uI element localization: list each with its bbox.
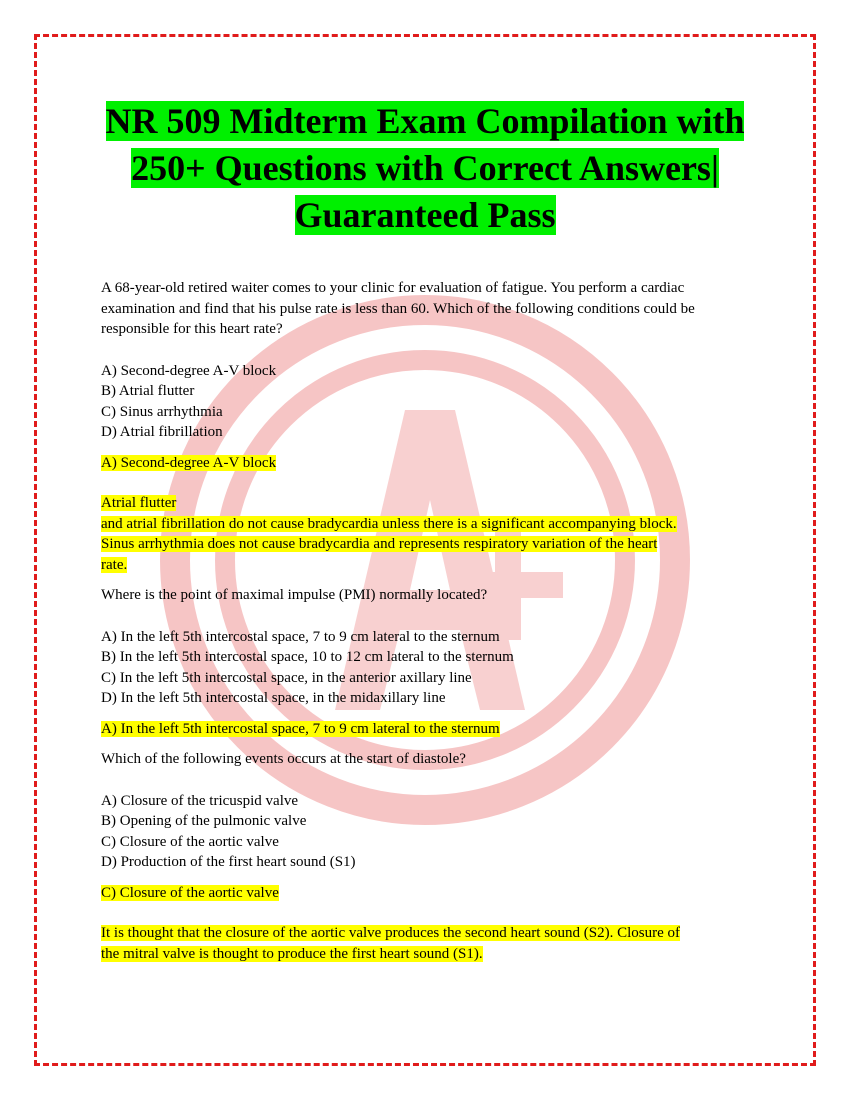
question-3-option: B) Opening of the pulmonic valve [101, 813, 307, 829]
question-1-stem: A 68-year-old retired waiter comes to your clinic for evaluation of fatigue. You perform a cardiac examination and find that his pulse rate is less than 60. Which of the following conditions could be responsible for this heart rate? [101, 280, 695, 337]
question-1-answer: A) Second-degree A-V block [101, 454, 277, 471]
question-2-option: A) In the left 5th intercostal space, 7 to 9 cm lateral to the sternum [101, 628, 500, 645]
question-2-option: B) In the left 5th intercostal space, 10 to 12 cm lateral to the sternum [101, 649, 514, 665]
question-3-option: D) Production of the first heart sound (S1) [101, 854, 356, 870]
question-1-option: C) Sinus arrhythmia [101, 403, 223, 420]
question-1-explanation-line: rate. [101, 556, 128, 573]
question-2-answer: A) In the left 5th intercostal space, 7 to 9 cm lateral to the sternum [101, 720, 500, 737]
question-3-option: C) Closure of the aortic valve [101, 833, 279, 850]
question-1-explanation-line: Sinus arrhythmia does not cause bradycardia and represents respiratory variation of the heart [101, 536, 658, 552]
question-3-option: A) Closure of the tricuspid valve [101, 792, 299, 809]
title-line-1: NR 509 Midterm Exam Compilation with [105, 101, 745, 141]
question-2-option: C) In the left 5th intercostal space, in the anterior axillary line [101, 669, 472, 686]
question-1-option: B) Atrial flutter [101, 383, 195, 399]
title-line-3: Guaranteed Pass [294, 195, 556, 235]
question-3-explanation-line: It is thought that the closure of the aortic valve produces the second heart sound (S2). Closure of [101, 925, 681, 941]
question-1-option: D) Atrial fibrillation [101, 424, 223, 440]
question-2-stem: Where is the point of maximal impulse (PMI) normally located? [101, 587, 488, 603]
exam-content [101, 278, 761, 964]
question-3-stem: Which of the following events occurs at the start of diastole? [101, 751, 466, 767]
question-3-explanation-line: the mitral valve is thought to produce the first heart sound (S1). [101, 945, 483, 962]
question-2-option: D) In the left 5th intercostal space, in the midaxillary line [101, 690, 446, 706]
question-1-explanation-line: Atrial flutter [101, 495, 177, 511]
question-1-explanation-line: and atrial fibrillation do not cause bradycardia unless there is a significant accompanying block. [101, 515, 677, 532]
question-1-option: A) Second-degree A-V block [101, 362, 277, 379]
title-line-2: 250+ Questions with Correct Answers| [131, 148, 719, 188]
document-title [70, 98, 780, 239]
question-3-answer: C) Closure of the aortic valve [101, 884, 279, 901]
